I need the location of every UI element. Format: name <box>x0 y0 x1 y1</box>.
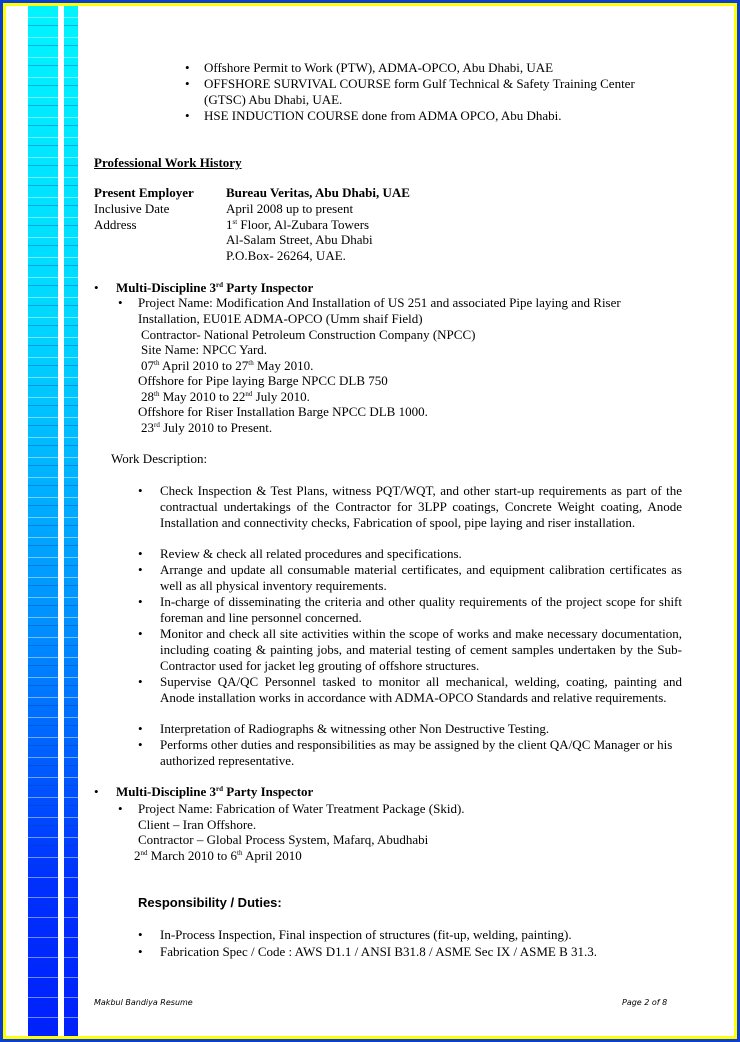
bullet-icon: • <box>185 76 190 91</box>
address-line: Al-Salam Street, Abu Dhabi <box>226 232 373 247</box>
employer-label: Present Employer <box>94 185 194 200</box>
list-item: Fabrication Spec / Code : AWS D1.1 / ANSI B31.8 / ASME Sec IX / ASME B 31.3. <box>160 944 597 959</box>
list-item: Arrange and update all consumable material certificates, and equipment calibration certificates as well as all physical inventory requirements. <box>160 562 682 593</box>
date-value: April 2008 up to present <box>226 201 354 216</box>
barge: Offshore for Pipe laying Barge NPCC DLB 750 <box>138 373 388 388</box>
employer-value: Bureau Veritas, Abu Dhabi, UAE <box>226 185 410 200</box>
period: 23rd July 2010 to Present. <box>141 420 273 435</box>
list-item: Monitor and check all site activities within the scope of works and make necessary documentation, including coating & painting jobs, and material testing of cement samples undertaken by the Sub-Contractor used for jacket leg grouting of offshore structures. <box>160 626 682 673</box>
page-number: Page 2 of 8 <box>622 998 668 1007</box>
contractor: Contractor- National Petroleum Construction Company (NPCC) <box>141 327 476 342</box>
bullet-icon: • <box>94 784 99 799</box>
list-item: In-charge of disseminating the criteria and other quality requirements of the project scope for shift foreman and line personnel concerned. <box>160 594 682 625</box>
bullet-icon: • <box>138 546 143 561</box>
bullet-icon: • <box>138 927 143 942</box>
address-line: P.O.Box- 26264, UAE. <box>226 248 346 263</box>
contractor: Contractor – Global Process System, Mafarq, Abudhabi <box>138 832 429 847</box>
bullet-icon: • <box>138 721 143 736</box>
address-label: Address <box>94 217 137 232</box>
site-name: Site Name: NPCC Yard. <box>141 342 268 357</box>
job-title: Multi-Discipline 3rd Party Inspector <box>116 784 314 799</box>
bullet-icon: • <box>138 594 143 609</box>
decorative-bar-narrow <box>64 6 78 1036</box>
decorative-bar-wide <box>28 6 58 1036</box>
period: 07th April 2010 to 27th May 2010. <box>141 358 314 373</box>
responsibility-heading: Responsibility / Duties: <box>138 895 282 910</box>
bullet-icon: • <box>138 944 143 959</box>
bullet-icon: • <box>185 60 190 75</box>
address-line: 1st Floor, Al-Zubara Towers <box>226 217 370 232</box>
bullet-icon: • <box>138 483 143 498</box>
list-item: Offshore Permit to Work (PTW), ADMA-OPCO, Abu Dhabi, UAE <box>204 60 554 75</box>
list-item: Interpretation of Radiographs & witnessing other Non Destructive Testing. <box>160 721 550 736</box>
section-heading: Professional Work History <box>94 155 242 170</box>
work-description-label: Work Description: <box>111 451 208 466</box>
list-item: In-Process Inspection, Final inspection of structures (fit-up, welding, painting). <box>160 927 572 942</box>
client: Client – Iran Offshore. <box>138 817 257 832</box>
job-title: Multi-Discipline 3rd Party Inspector <box>116 280 314 295</box>
bullet-icon: • <box>138 562 143 577</box>
list-item: HSE INDUCTION COURSE done from ADMA OPCO, Abu Dhabi. <box>204 108 562 123</box>
bullet-icon: • <box>138 674 143 689</box>
bullet-icon: • <box>118 295 123 310</box>
list-item: OFFSHORE SURVIVAL COURSE form Gulf Technical & Safety Training Center (GTSC) Abu Dhabi, UAE. <box>204 76 635 107</box>
project-name: Project Name: Modification And Installation of US 251 and associated Pipe laying and Riser Installation, EU01E ADMA-OPCO (Umm shaif Field) <box>138 295 621 326</box>
period: 28th May 2010 to 22nd July 2010. <box>141 389 310 404</box>
period: 2nd March 2010 to 6th April 2010 <box>134 848 302 863</box>
bullet-icon: • <box>185 108 190 123</box>
list-item: Review & check all related procedures and specifications. <box>160 546 462 561</box>
bullet-icon: • <box>138 737 143 752</box>
list-item: Performs other duties and responsibilities as may be assigned by the client QA/QC Manager or his authorized representative. <box>160 737 673 768</box>
bullet-icon: • <box>138 626 143 641</box>
list-item: Supervise QA/QC Personnel tasked to monitor all mechanical, welding, coating, painting and Anode installation works in accordance with ADMA-OPCO Standards and relative requirements. <box>160 674 682 705</box>
barge: Offshore for Riser Installation Barge NPCC DLB 1000. <box>138 404 428 419</box>
footer-title: Makbul Bandiya Resume <box>94 998 193 1007</box>
date-label: Inclusive Date <box>94 201 170 216</box>
list-item: Check Inspection & Test Plans, witness PQT/WQT, and other start-up requirements as part of the contractual undertakings of the Contractor for 3LPP coatings, Concrete Weight coating, Anode Installation and connectivity checks, Fabrication of spool, pipe laying and riser installation. <box>160 483 682 530</box>
project-name: Project Name: Fabrication of Water Treatment Package (Skid). <box>138 801 465 816</box>
bullet-icon: • <box>118 801 123 816</box>
bullet-icon: • <box>94 280 99 295</box>
